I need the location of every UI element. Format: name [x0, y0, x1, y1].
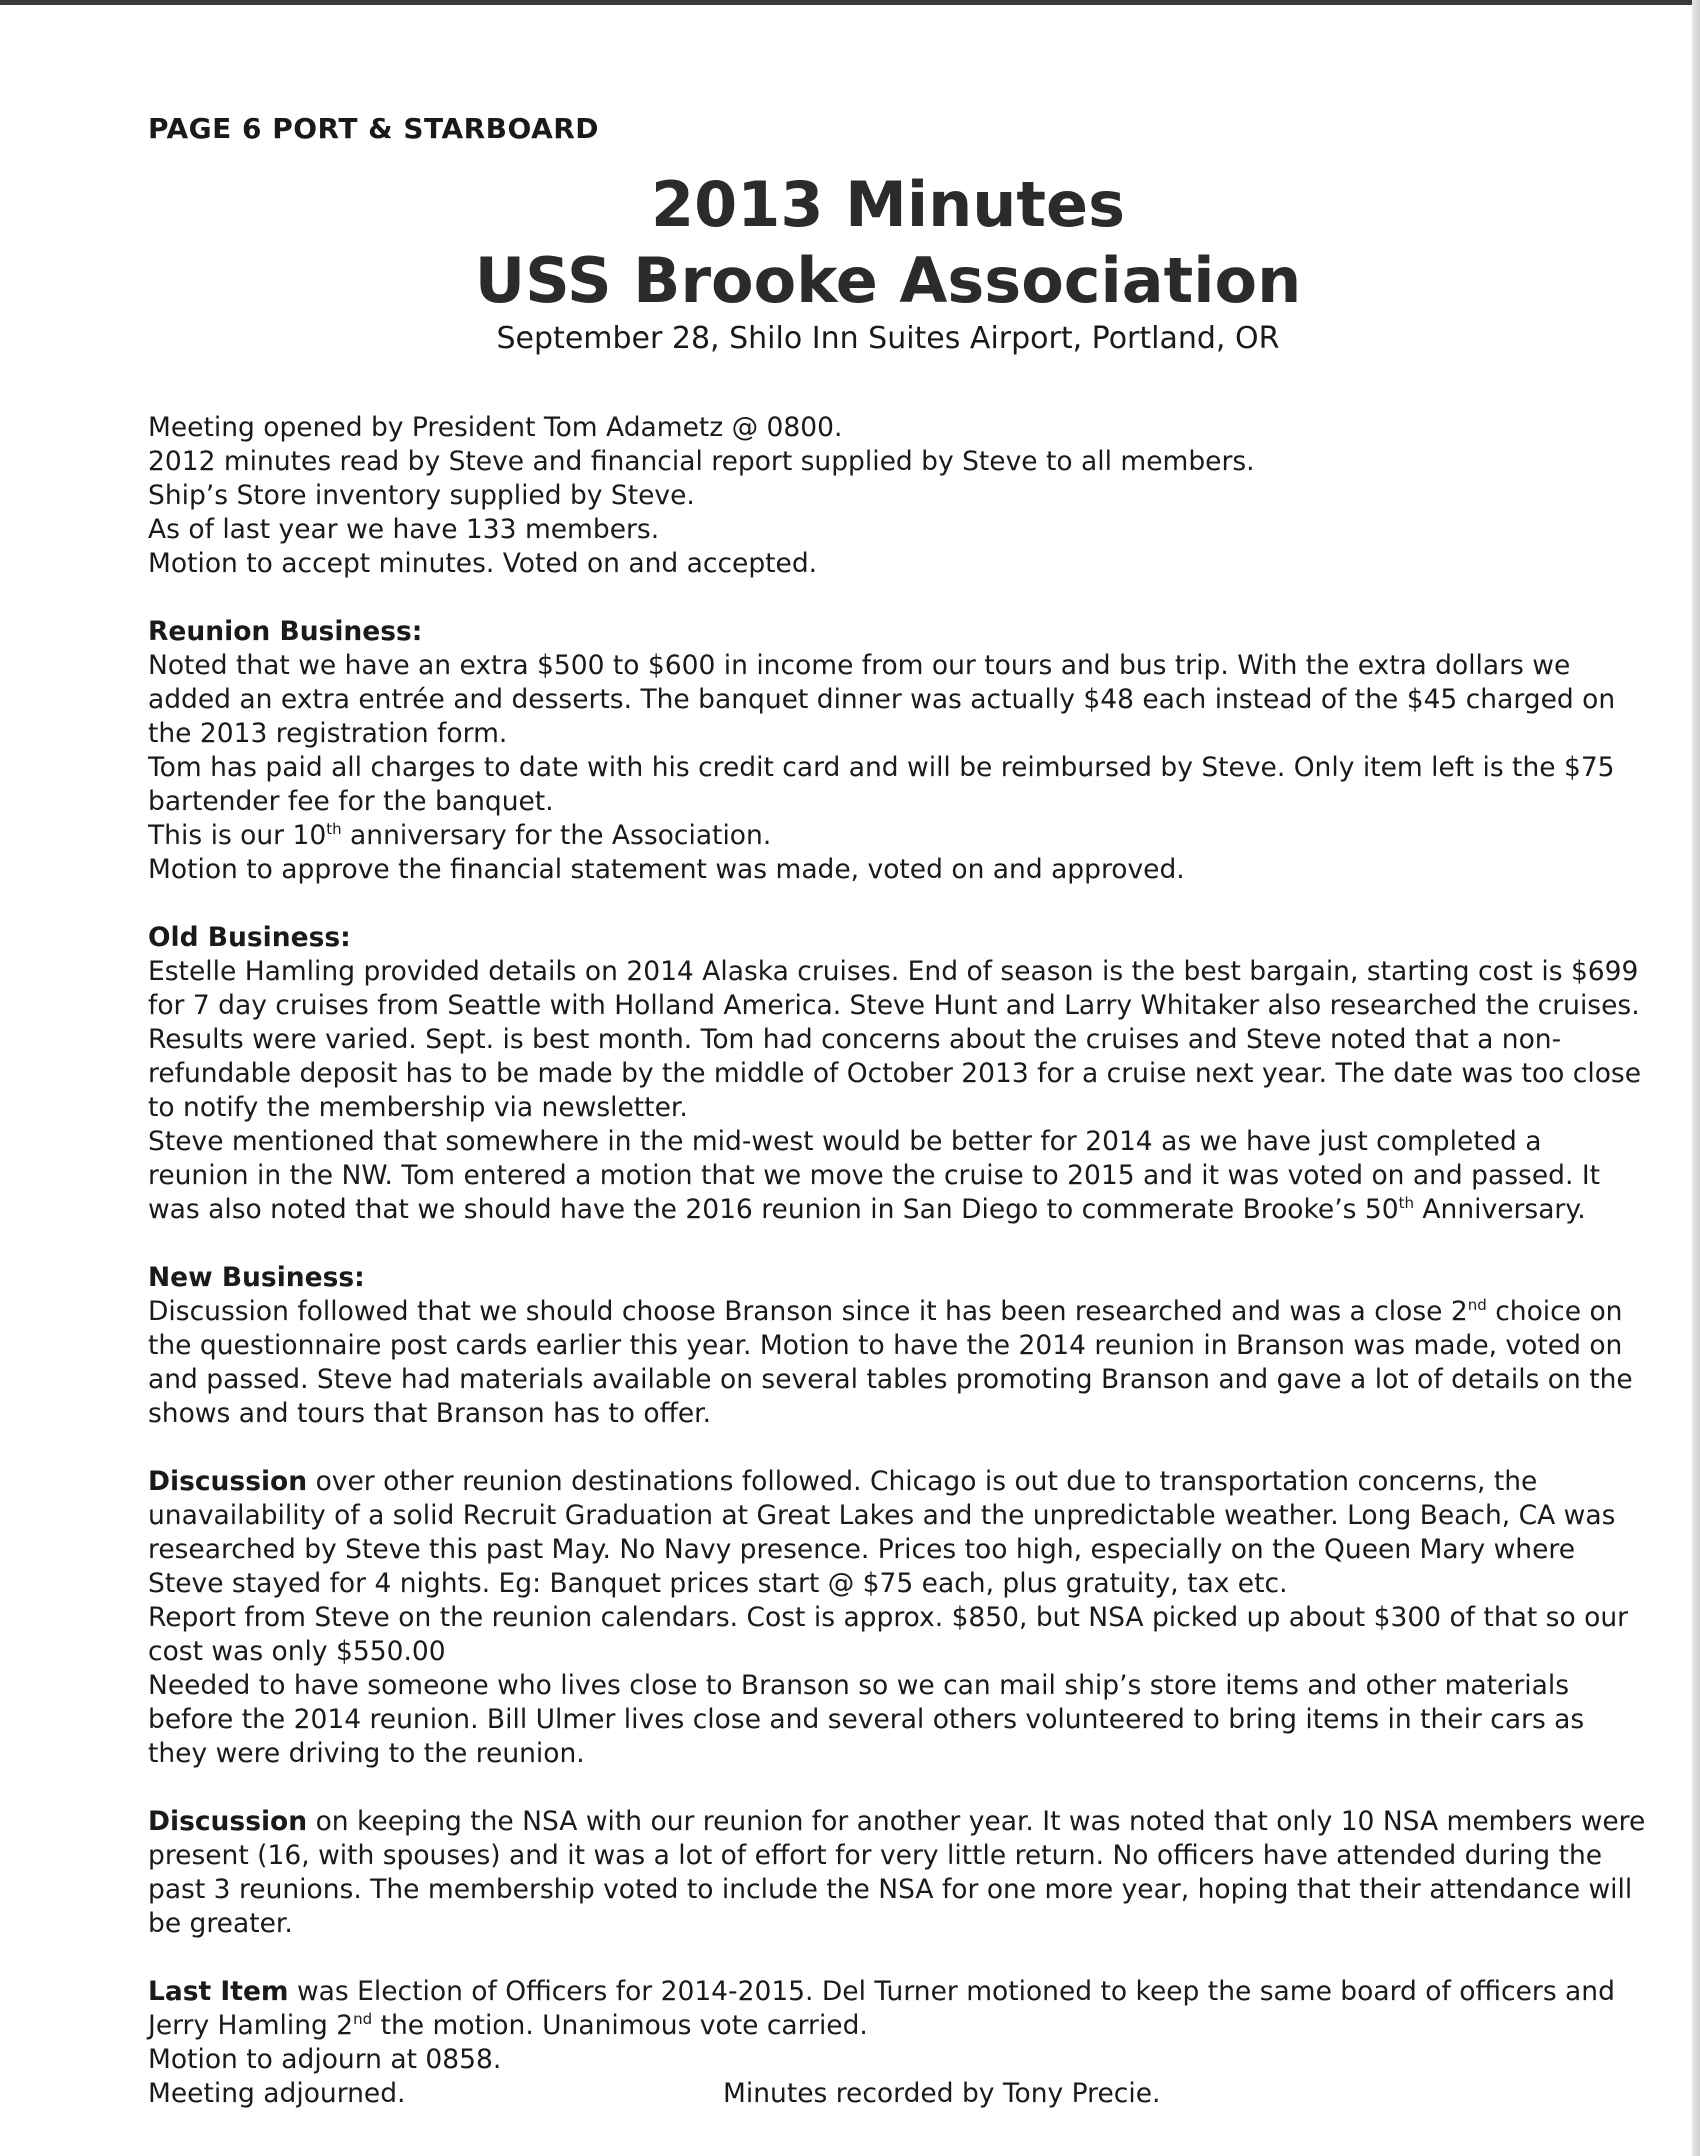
reunion-business-p4: Motion to approve the financial statement was made, voted on and approved.: [148, 854, 1185, 885]
title-line-2: USS Brooke Association: [474, 244, 1302, 317]
reunion-business-p3: This is our 10th anniversary for the Association.: [148, 820, 772, 851]
page-label: PAGE 6 PORT & STARBOARD: [148, 112, 600, 145]
new-business-p1: Discussion followed that we should choose Branson since it has been researched and was a close 2nd choice on the questionnaire post cards earlier this year. Motion to have the 2014 reunion in Branson was made, voted on and passed. Steve had materials available on several tables promoting Branson and gave a lot of details on the shows and tours that Branson has to offer.: [148, 1296, 1633, 1429]
old-business-p2: Steve mentioned that somewhere in the mid-west would be better for 2014 as we have just completed a reunion in the NW. Tom entered a motion that we move the cruise to 2015 and it was voted on and passed. It was also noted that we should have the 2016 reunion in San Diego to commerate Brooke’s 50th Anniversary.: [148, 1126, 1601, 1225]
opening-section: [148, 411, 1648, 581]
old-business-heading: Old Business:: [148, 922, 351, 953]
reunion-business-p1: Noted that we have an extra $500 to $600 in income from our tours and bus trip. With the extra dollars we added an extra entrée and desserts. The banquet dinner was actually $48 each instead of the $45 charged on the 2013 registration form.: [148, 650, 1616, 749]
discussion-destinations-section: [148, 1465, 1648, 1771]
old-business-section: [148, 921, 1648, 1227]
title-line-1: 2013 Minutes: [651, 168, 1125, 241]
discussion-destinations-p1: Discussion over other reunion destinations followed. Chicago is out due to transportation concerns, the unavailability of a solid Recruit Graduation at Great Lakes and the unpredictable weather. Long Beach, CA was researched by Steve this past May. No Navy presence. Prices too high, especially on the Queen Mary where Steve stayed for 4 nights. Eg: Banquet prices start @ $75 each, plus gratuity, tax etc.: [148, 1466, 1616, 1599]
discussion-destinations-p2: Report from Steve on the reunion calendars. Cost is approx. $850, but NSA picked up about $300 of that so our cost was only $550.00: [148, 1602, 1629, 1667]
opening-line-1: Meeting opened by President Tom Adametz @ 0800.: [148, 412, 843, 443]
old-business-p1: Estelle Hamling provided details on 2014 Alaska cruises. End of season is the best bargain, starting cost is $699 for 7 day cruises from Seattle with Holland America. Steve Hunt and Larry Whitaker also researched the cruises. Results were varied. Sept. is best month. Tom had concerns about the cruises and Steve noted that a non-refundable deposit has to be made by the middle of October 2013 for a cruise next year. The date was too close to notify the membership via newsletter.: [148, 956, 1642, 1123]
new-business-section: [148, 1261, 1648, 1431]
recorded-by: Minutes recorded by Tony Precie.: [723, 2078, 1161, 2109]
discussion-destinations-p3: Needed to have someone who lives close to Branson so we can mail ship’s store items and other materials before the 2014 reunion. Bill Ulmer lives close and several others volunteered to bring items in their cars as they were driving to the reunion.: [148, 1670, 1585, 1769]
last-item-section: [148, 1975, 1648, 2111]
discussion-nsa-section: [148, 1805, 1648, 1941]
meeting-adjourned: Meeting adjourned.: [148, 2078, 406, 2109]
discussion-nsa-p1: Discussion on keeping the NSA with our reunion for another year. It was noted that only 10 NSA members were present (16, with spouses) and it was a lot of effort for very little return. No officers have attended during the past 3 reunions. The membership voted to include the NSA for one more year, hoping that their attendance will be greater.: [148, 1806, 1646, 1939]
opening-line-2: 2012 minutes read by Steve and financial report supplied by Steve to all members.: [148, 446, 1255, 477]
reunion-business-heading: Reunion Business:: [148, 616, 423, 647]
scan-top-edge: [0, 0, 1700, 5]
scan-right-edge: [1692, 0, 1700, 2156]
opening-line-5: Motion to accept minutes. Voted on and accepted.: [148, 548, 818, 579]
opening-line-4: As of last year we have 133 members.: [148, 514, 660, 545]
last-item-p2: Motion to adjourn at 0858.: [148, 2044, 502, 2075]
reunion-business-p2: Tom has paid all charges to date with his credit card and will be reimbursed by Steve. Only item left is the $75 bartender fee for the banquet.: [148, 752, 1615, 817]
document-page: [148, 112, 1648, 2111]
new-business-heading: New Business:: [148, 1262, 365, 1293]
last-item-p1: Last Item was Election of Officers for 2014-2015. Del Turner motioned to keep the same board of officers and Jerry Hamling 2nd the motion. Unanimous vote carried.: [148, 1976, 1615, 2041]
reunion-business-section: [148, 615, 1648, 887]
opening-line-3: Ship’s Store inventory supplied by Steve.: [148, 480, 695, 511]
closing-row: [148, 2077, 1648, 2111]
meeting-subtitle: September 28, Shilo Inn Suites Airport, Portland, OR: [496, 321, 1280, 356]
